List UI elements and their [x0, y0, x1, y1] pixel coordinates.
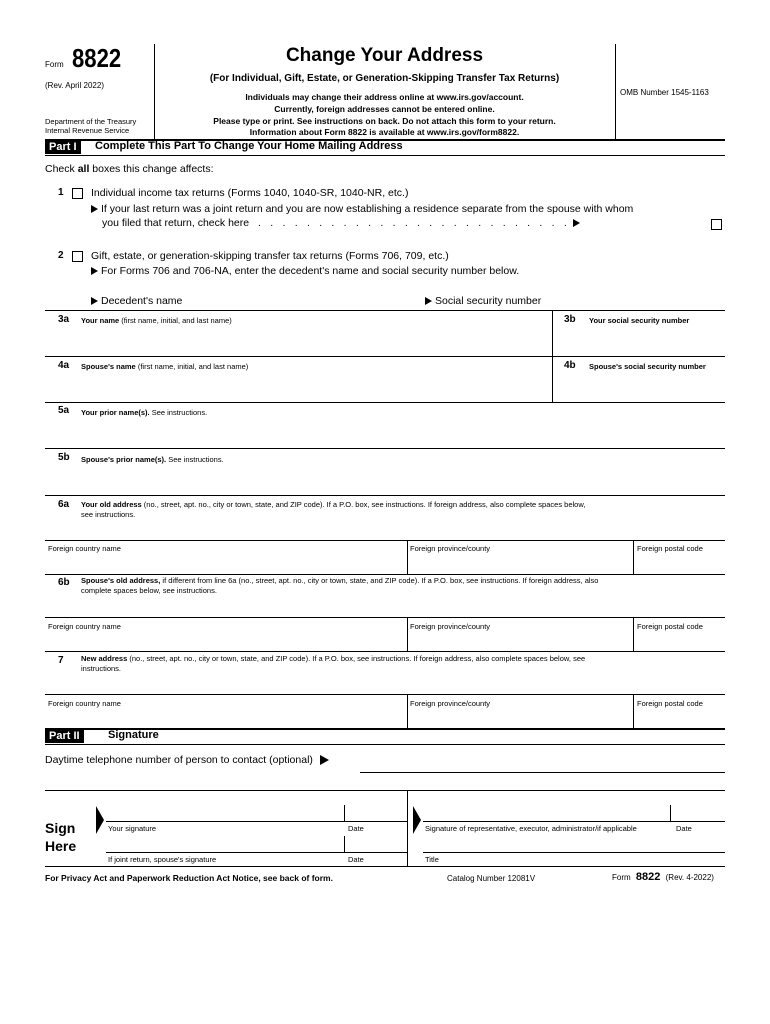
line7-label: New address (no., street, apt. no., city or town, state, and ZIP code). If a P.O. box, see instructions. If foreign address, also complete spaces below, see: [81, 654, 586, 663]
form-title: Change Your Address: [285, 45, 484, 66]
line6b-number: 6b: [58, 577, 70, 588]
line7-number: 7: [58, 655, 64, 666]
instruction-online: Individuals may change their address online at www.irs.gov/account.: [245, 92, 524, 102]
part1-label: Part I: [45, 140, 81, 154]
revision-date: (Rev. April 2022): [45, 81, 104, 90]
7-foreign-country-label: Foreign country name: [48, 699, 121, 708]
agency: Internal Revenue Service: [45, 126, 130, 135]
your-date-field[interactable]: [345, 805, 406, 821]
6b-foreign-country-label: Foreign country name: [48, 622, 121, 631]
line4a-label: Spouse's name (first name, initial, and last name): [81, 362, 249, 371]
6b-foreign-postal-label: Foreign postal code: [637, 622, 703, 631]
line3b-number: 3b: [564, 314, 576, 325]
arrow-icon: [425, 297, 432, 305]
spouse-name-field[interactable]: [45, 374, 551, 401]
rep-date-label: Date: [676, 824, 692, 833]
instruction-info: Information about Form 8822 is available at www.irs.gov/form8822.: [249, 127, 520, 137]
phone-label: Daytime telephone number of person to contact (optional): [45, 754, 332, 766]
line5a-number: 5a: [58, 405, 70, 416]
line2-text: Gift, estate, or generation-skipping transfer tax returns (Forms 706, 709, etc.): [91, 250, 449, 262]
line1-joint-text: If your last return was a joint return and you are now establishing a residence separate from the spouse with whom: [91, 203, 633, 215]
your-signature-label: Your signature: [108, 824, 157, 833]
line6a-label: Your old address (no., street, apt. no., city or town, state, and ZIP code). If a P.O. box, see instructions. If foreign address, also complete spaces below,: [81, 500, 586, 509]
your-signature-field[interactable]: [106, 805, 344, 821]
line6a-number: 6a: [58, 499, 70, 510]
title-field[interactable]: [423, 836, 725, 852]
old-address-field[interactable]: [45, 520, 725, 540]
arrow-icon: [91, 205, 98, 213]
7-foreign-postal-label: Foreign postal code: [637, 699, 703, 708]
form-number: 8822: [72, 43, 122, 73]
6a-foreign-country-label: Foreign country name: [48, 544, 121, 553]
instruction-print: Please type or print. See instructions on back. Do not attach this form to your return.: [213, 116, 556, 126]
part1-title: Complete This Part To Change Your Home Mailing Address: [95, 140, 403, 152]
omb-number: OMB Number 1545-1163: [620, 88, 709, 97]
line6a-label-cont: see instructions.: [81, 510, 136, 519]
spouse-date-field[interactable]: [345, 836, 406, 852]
part2-title: Signature: [108, 729, 159, 741]
form-subtitle: (For Individual, Gift, Estate, or Generation-Skipping Transfer Tax Returns): [209, 73, 560, 84]
line1-check-here: you filed that return, check here . . . . . . . . . . . . . . . . . . . . . . . . . .: [102, 217, 583, 229]
catalog-number: Catalog Number 12081V: [447, 874, 536, 883]
spouse-old-address-field[interactable]: [45, 597, 725, 617]
6a-foreign-postal-label: Foreign postal code: [637, 544, 703, 553]
arrow-icon: [91, 267, 98, 275]
rep-sign-arrow-icon: [413, 806, 421, 834]
department: Department of the Treasury: [45, 117, 137, 126]
line4a-number: 4a: [58, 360, 70, 371]
footer-form-id: Form 8822 (Rev. 4-2022): [612, 871, 714, 883]
line5a-label: Your prior name(s). See instructions.: [81, 408, 208, 417]
joint-return-checkbox[interactable]: [711, 219, 722, 230]
prior-name-field[interactable]: [45, 420, 725, 448]
line5b-label: Spouse's prior name(s). See instructions.: [81, 455, 224, 464]
sign-arrow-icon: [96, 806, 104, 834]
line1-number: 1: [58, 187, 64, 198]
line2-number: 2: [58, 250, 64, 261]
rep-signature-label: Signature of representative, executor, administrator/if applicable: [425, 824, 637, 833]
line3a-number: 3a: [58, 314, 70, 325]
title-label: Title: [425, 855, 439, 864]
decedent-name-label: Decedent's name: [91, 295, 182, 307]
phone-field[interactable]: [360, 756, 725, 773]
sign-label: Sign: [45, 820, 76, 836]
spouse-date-label: Date: [348, 855, 364, 864]
spouse-prior-name-field[interactable]: [45, 467, 725, 495]
6a-foreign-province-label: Foreign province/county: [410, 544, 491, 553]
new-address-field[interactable]: [45, 674, 725, 694]
line1-checkbox[interactable]: [72, 188, 83, 199]
arrow-icon: [91, 297, 98, 305]
your-date-label: Date: [348, 824, 364, 833]
line4b-label: Spouse's social security number: [589, 362, 706, 371]
rep-date-field[interactable]: [671, 805, 725, 821]
your-name-field[interactable]: [45, 328, 551, 355]
line6b-label-cont: complete spaces below, see instructions.: [81, 586, 217, 595]
your-ssn-field[interactable]: [553, 328, 725, 355]
part2-label: Part II: [45, 729, 84, 743]
line3b-label: Your social security number: [589, 316, 690, 325]
line6b-label: Spouse's old address, if different from line 6a (no., street, apt. no., city or town, state, and ZIP code). If a P.O. box, see instructions. If foreign address, also: [81, 576, 599, 585]
arrow-icon: [320, 755, 329, 765]
check-instruction: Check all boxes this change affects:: [45, 163, 214, 175]
rep-signature-field[interactable]: [423, 805, 669, 821]
here-label: Here: [45, 838, 77, 854]
arrow-icon: [573, 219, 580, 227]
decedent-ssn-label: Social security number: [425, 295, 541, 307]
line7-label-cont: instructions.: [81, 664, 122, 673]
line3a-label: Your name (first name, initial, and last name): [81, 316, 232, 325]
line1-text: Individual income tax returns (Forms 1040, 1040-SR, 1040-NR, etc.): [91, 187, 409, 199]
line4b-number: 4b: [564, 360, 576, 371]
spouse-ssn-field[interactable]: [553, 374, 725, 401]
line2-checkbox[interactable]: [72, 251, 83, 262]
line2-decedent-text: For Forms 706 and 706-NA, enter the decedent's name and social security number below.: [91, 265, 519, 277]
form-label: Form: [45, 60, 64, 69]
7-foreign-province-label: Foreign province/county: [410, 699, 491, 708]
6b-foreign-province-label: Foreign province/county: [410, 622, 491, 631]
spouse-signature-field[interactable]: [106, 836, 344, 852]
privacy-notice: For Privacy Act and Paperwork Reduction Act Notice, see back of form.: [45, 873, 333, 883]
spouse-signature-label: If joint return, spouse's signature: [108, 855, 217, 864]
instruction-foreign: Currently, foreign addresses cannot be entered online.: [274, 104, 495, 114]
line5b-number: 5b: [58, 452, 70, 463]
